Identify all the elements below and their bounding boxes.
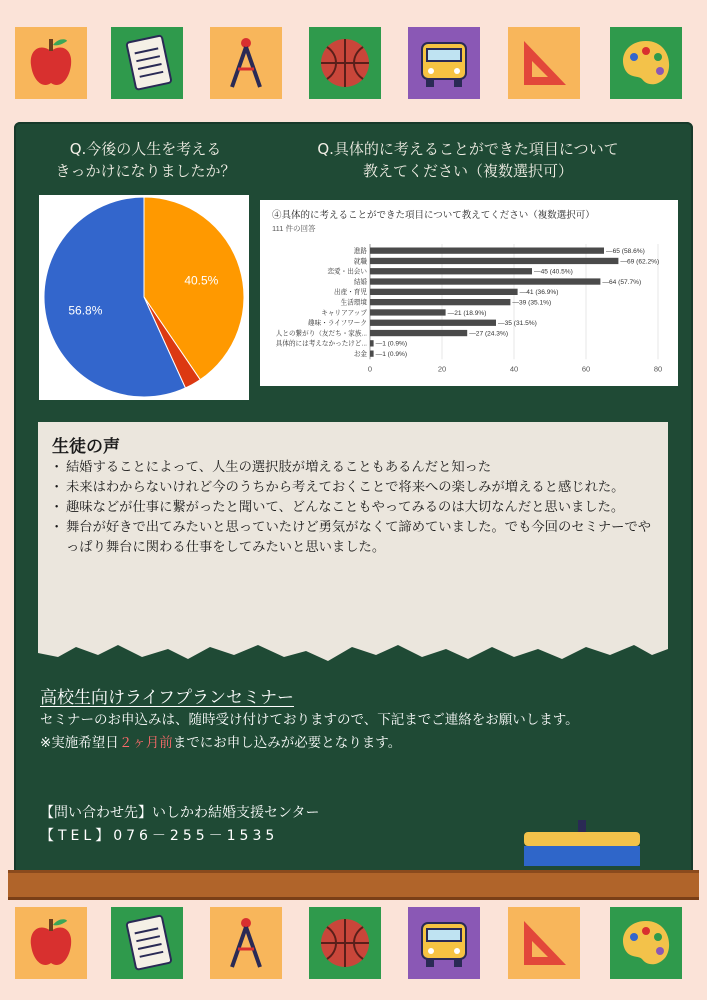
category-label: 生活環境 xyxy=(340,299,367,307)
notebook-icon xyxy=(117,33,177,93)
bus-icon xyxy=(414,913,474,973)
bar-chart xyxy=(260,200,678,386)
category-label: 具体的には考えなかったけど... xyxy=(275,340,367,348)
contact-org: 【問い合わせ先】いしかわ結婚支援センター xyxy=(40,805,320,821)
bar xyxy=(370,268,532,274)
bus-tile xyxy=(408,907,480,979)
bar-value-label: —21 (18.9%) xyxy=(447,309,487,317)
ruler-tile xyxy=(508,27,580,99)
seminar-note-highlight: ２ヶ月前 xyxy=(118,735,173,751)
seminar-title: 高校生向けライフプランセミナー xyxy=(40,688,294,708)
category-label: 進路 xyxy=(353,248,367,255)
category-label: キャリアアップ xyxy=(321,309,367,317)
basketball-tile xyxy=(309,907,381,979)
apple-tile xyxy=(15,27,87,99)
bus-icon xyxy=(414,33,474,93)
seminar-line2 xyxy=(40,732,670,755)
bar-value-label: —1 (0.9%) xyxy=(375,351,408,358)
voice-item: ・ 結婚することによって、人生の選択肢が増えることもあるんだと知った xyxy=(52,458,652,478)
contact-tel: 【TEL】076－255－1535 xyxy=(40,828,279,844)
basketball-icon xyxy=(315,913,375,973)
category-label: 趣味・ライフワーク xyxy=(308,320,367,328)
x-tick-label: 60 xyxy=(581,364,591,374)
bar-value-label: —69 (62.2%) xyxy=(620,258,660,266)
apple-icon xyxy=(21,913,81,973)
notebook-icon xyxy=(117,913,177,973)
seminar-note-post: までにお申し込みが必要となります。 xyxy=(172,735,402,751)
seminar-note-pre: ※実施希望日 xyxy=(40,735,119,751)
bar xyxy=(370,351,374,357)
palette-tile xyxy=(610,907,682,979)
category-label: 人との繋がり（友だち・家族... xyxy=(275,330,367,338)
bar-chart-panel xyxy=(260,200,678,386)
compass-icon xyxy=(216,913,276,973)
category-label: 恋愛・出会い xyxy=(327,268,367,276)
ruler-tile xyxy=(508,907,580,979)
question-2-title: Q.具体的に考えることができた項目について 教えてください（複数選択可） xyxy=(317,140,619,180)
bar-value-label: —64 (57.7%) xyxy=(602,278,642,286)
voices-list xyxy=(52,458,652,558)
compass-icon xyxy=(216,33,276,93)
voices-title: 生徒の声 xyxy=(52,437,120,457)
chalk-ledge xyxy=(8,870,699,900)
bar-value-label: —35 (31.5%) xyxy=(498,320,537,328)
bar xyxy=(370,278,600,284)
bar xyxy=(370,320,496,326)
eraser-icon xyxy=(522,818,642,868)
voice-item: ・ 舞台が好きで出てみたいと思っていたけど勇気がなくて諦めていました。でも今回のセミナーでやっぱり舞台に関わる仕事をしてみたいと思いました。 xyxy=(52,518,652,558)
set-square-icon xyxy=(514,913,574,973)
x-tick-label: 20 xyxy=(437,364,447,374)
x-tick-label: 0 xyxy=(367,364,373,374)
palette-icon xyxy=(616,913,676,973)
x-tick-label: 40 xyxy=(509,364,519,374)
bus-tile xyxy=(408,27,480,99)
bar xyxy=(370,248,604,254)
bar-value-label: —1 (0.9%) xyxy=(375,340,408,348)
bar xyxy=(370,299,510,305)
seminar-line1: セミナーのお申込みは、随時受け付けておりますので、下記までご連絡をお願いします。 xyxy=(40,712,579,728)
pie-chart xyxy=(39,195,249,400)
compass-tile xyxy=(210,907,282,979)
bar-value-label: —39 (35.1%) xyxy=(512,299,552,307)
category-label: お金 xyxy=(353,351,367,358)
pie-slice-label: 40.5% xyxy=(184,273,219,288)
notebook-tile xyxy=(111,907,183,979)
apple-icon xyxy=(21,33,81,93)
pie-chart-panel xyxy=(39,195,249,400)
chart-subtitle: 111 件の回答 xyxy=(272,224,316,233)
bar xyxy=(370,258,618,264)
basketball-tile xyxy=(309,27,381,99)
x-tick-label: 80 xyxy=(653,364,663,374)
category-label: 出産・育児 xyxy=(334,289,367,297)
apple-tile xyxy=(15,907,87,979)
bar xyxy=(370,289,518,295)
question-1-title: Q.今後の人生を考える きっかけになりましたか？ xyxy=(55,140,236,180)
seminar-body xyxy=(40,709,670,755)
torn-edge xyxy=(38,639,668,669)
pie-slice-label: 56.8% xyxy=(68,303,103,318)
palette-icon xyxy=(616,33,676,93)
chart-title: ④具体的に考えることができた項目について教えてください（複数選択可） xyxy=(272,210,595,221)
bar-value-label: —27 (24.3%) xyxy=(469,330,509,338)
palette-tile xyxy=(610,27,682,99)
set-square-icon xyxy=(514,33,574,93)
category-label: 結婚 xyxy=(353,278,367,286)
contact-block xyxy=(40,802,319,848)
bar xyxy=(370,340,374,346)
bar-value-label: —45 (40.5%) xyxy=(534,268,573,276)
bar-value-label: —65 (58.6%) xyxy=(606,248,645,255)
bar xyxy=(370,309,446,315)
basketball-icon xyxy=(315,33,375,93)
notebook-tile xyxy=(111,27,183,99)
voice-item: ・ 未来はわからないけれど今のうちから考えておくことで将来への楽しみが増えると感じれた。 xyxy=(52,478,652,498)
category-label: 就職 xyxy=(353,258,367,266)
compass-tile xyxy=(210,27,282,99)
bar xyxy=(370,330,467,336)
voice-item: ・ 趣味などが仕事に繋がったと聞いて、どんなこともやってみるのは大切なんだと思いました。 xyxy=(52,498,652,518)
bar-value-label: —41 (36.9%) xyxy=(519,289,559,297)
